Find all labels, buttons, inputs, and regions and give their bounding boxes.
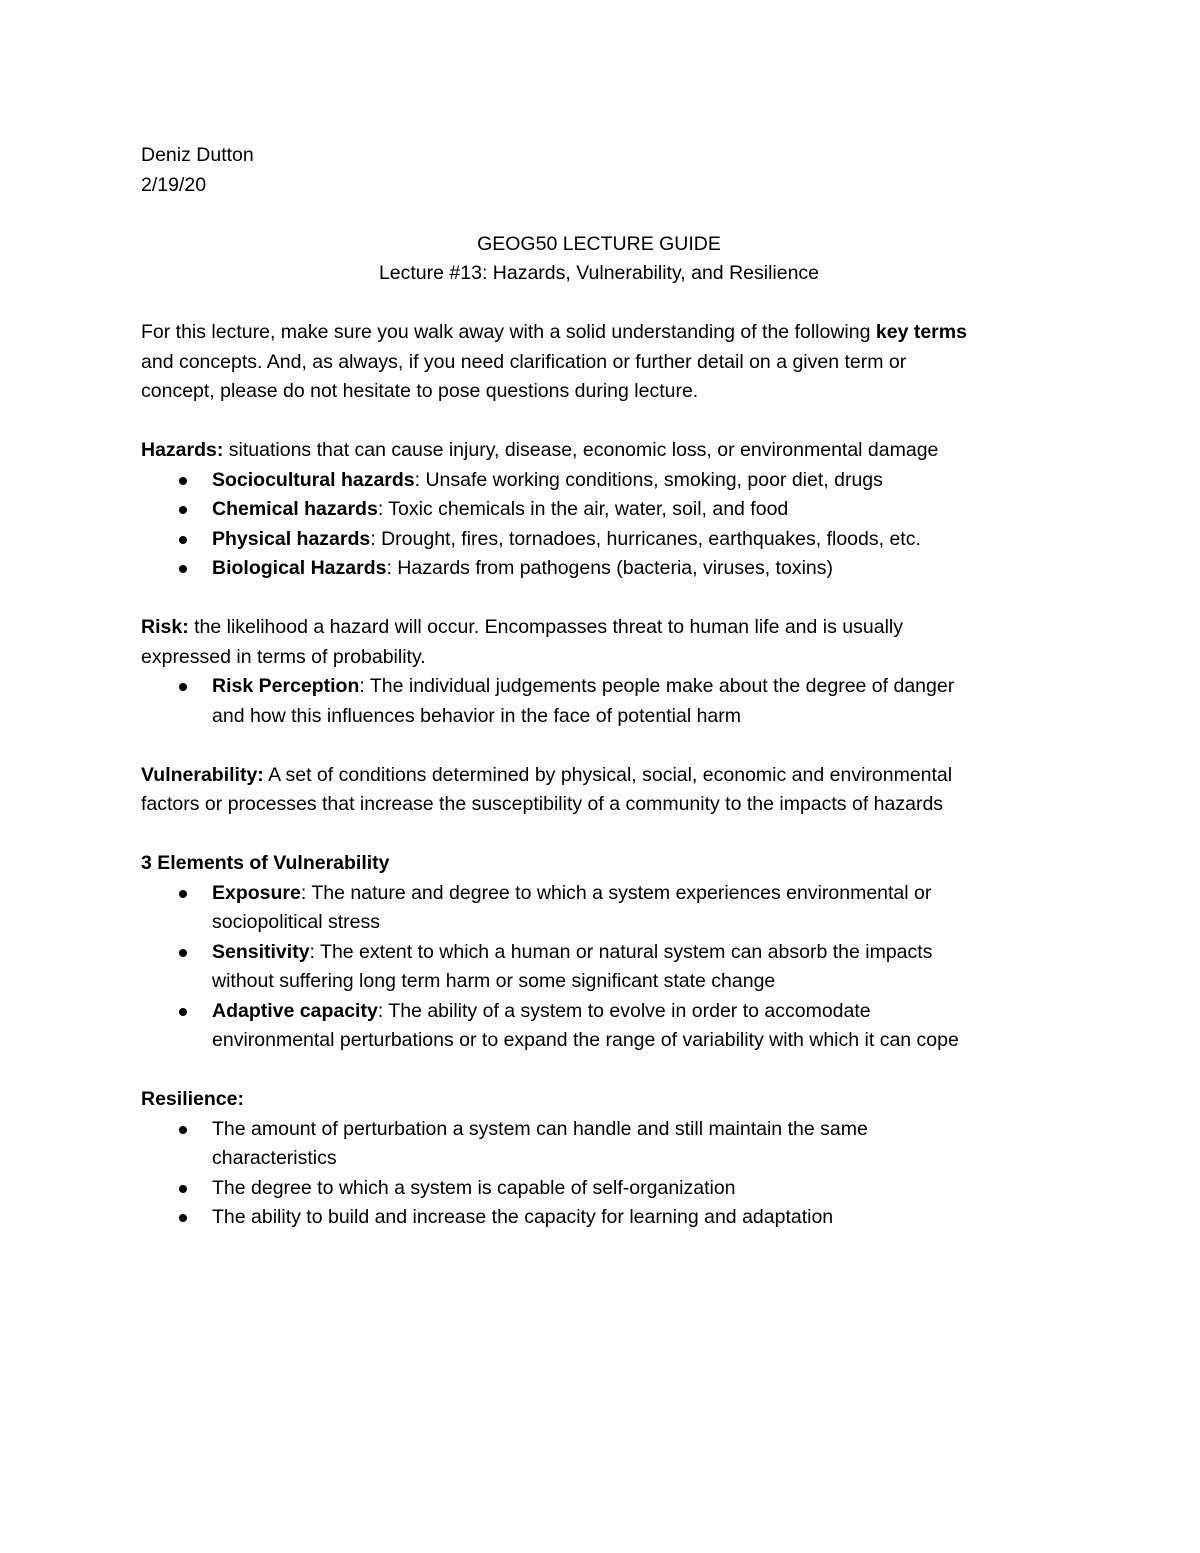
list-item [141, 879, 1061, 938]
bullet-icon [179, 1214, 187, 1222]
bullet-icon [179, 536, 187, 544]
key-terms-emphasis: key terms [875, 321, 967, 343]
vulnerability-term: Vulnerability: [141, 763, 264, 786]
item-term: Physical hazards [212, 527, 371, 550]
list-item [141, 672, 1061, 731]
list-item [141, 1174, 1061, 1204]
bullet-icon [179, 1008, 187, 1016]
resilience-section [141, 1085, 1061, 1233]
list-item [141, 1203, 1061, 1233]
resilience-heading: Resilience: [141, 1088, 244, 1110]
risk-list [141, 672, 1061, 731]
bullet-icon [179, 1126, 187, 1134]
lecture-subtitle: Lecture #13: Hazards, Vulnerability, and Resilience [378, 262, 820, 284]
bullet-icon [179, 477, 187, 485]
item-term: Sociocultural hazards [212, 468, 415, 491]
intro-line-3: concept, please do not hesitate to pose questions during lecture. [141, 380, 699, 402]
vulnerability-definition: A set of conditions determined by physical, social, economic and environmental [263, 763, 953, 786]
bullet-icon [179, 565, 187, 573]
document-title: GEOG50 LECTURE GUIDE [477, 232, 721, 255]
bullet-icon [179, 949, 187, 957]
intro-line-2: and concepts. And, as always, if you need clarification or further detail on a given term or [141, 350, 907, 373]
item-term: Chemical hazards [212, 498, 378, 520]
elements-list [141, 879, 1061, 1056]
intro-text: For this lecture, make sure you walk away with a solid understanding of the following [141, 321, 876, 343]
item-text: : Drought, fires, tornadoes, hurricanes, earthquakes, floods, etc. [370, 527, 921, 550]
item-text: The ability to build and increase the capacity for learning and adaptation [212, 1206, 834, 1228]
item-text-line-2: without suffering long term harm or some significant state change [212, 970, 776, 992]
document-page [141, 141, 1061, 1233]
item-text-line-2: environmental perturbations or to expand the range of variability with which it can cope [212, 1029, 959, 1051]
document-date: 2/19/20 [141, 173, 207, 196]
bullet-icon [179, 1185, 187, 1193]
risk-section [141, 613, 1061, 731]
list-item [141, 466, 1061, 496]
item-text-line-2: sociopolitical stress [212, 911, 380, 933]
item-text: : The individual judgements people make about the degree of danger [359, 675, 955, 697]
bullet-icon [179, 506, 187, 514]
item-text: : Hazards from pathogens (bacteria, viruses, toxins) [386, 557, 833, 579]
item-term: Sensitivity [212, 940, 310, 963]
list-item [141, 495, 1061, 525]
risk-definition-line-2: expressed in terms of probability. [141, 645, 426, 668]
hazards-list [141, 466, 1061, 584]
elements-section [141, 849, 1061, 1056]
resilience-list [141, 1115, 1061, 1233]
list-item [141, 1115, 1061, 1174]
author-name: Deniz Dutton [141, 144, 254, 166]
hazards-term: Hazards: [141, 439, 224, 461]
item-term: Adaptive capacity [212, 999, 378, 1022]
item-term: Biological Hazards [212, 557, 387, 579]
bullet-icon [179, 890, 187, 898]
list-item [141, 997, 1061, 1056]
item-term: Exposure [212, 881, 301, 904]
risk-definition: the likelihood a hazard will occur. Encompasses threat to human life and is usually [188, 616, 903, 638]
vulnerability-section [141, 761, 1061, 820]
list-item [141, 525, 1061, 555]
elements-heading: 3 Elements of Vulnerability [141, 852, 390, 874]
item-text-line-2: characteristics [212, 1147, 337, 1169]
item-text-line-2: and how this influences behavior in the face of potential harm [212, 704, 741, 727]
bullet-icon [179, 683, 187, 691]
item-text: : Unsafe working conditions, smoking, poor diet, drugs [414, 468, 883, 491]
risk-term: Risk: [141, 616, 189, 638]
vulnerability-definition-line-2: factors or processes that increase the susceptibility of a community to the impacts of hazards [141, 793, 944, 815]
hazards-section [141, 436, 1061, 584]
item-text: : The extent to which a human or natural system can absorb the impacts [309, 940, 933, 963]
item-text: : The nature and degree to which a system experiences environmental or [300, 881, 932, 904]
intro-paragraph [141, 318, 1061, 407]
list-item [141, 554, 1061, 584]
hazards-definition: situations that can cause injury, disease, economic loss, or environmental damage [223, 439, 939, 461]
item-text: The degree to which a system is capable of self-organization [212, 1176, 736, 1199]
item-text: The amount of perturbation a system can handle and still maintain the same [212, 1117, 868, 1140]
item-term: Risk Perception [212, 675, 360, 697]
item-text: : The ability of a system to evolve in order to accomodate [377, 999, 871, 1022]
list-item [141, 938, 1061, 997]
item-text: : Toxic chemicals in the air, water, soil, and food [377, 498, 789, 520]
